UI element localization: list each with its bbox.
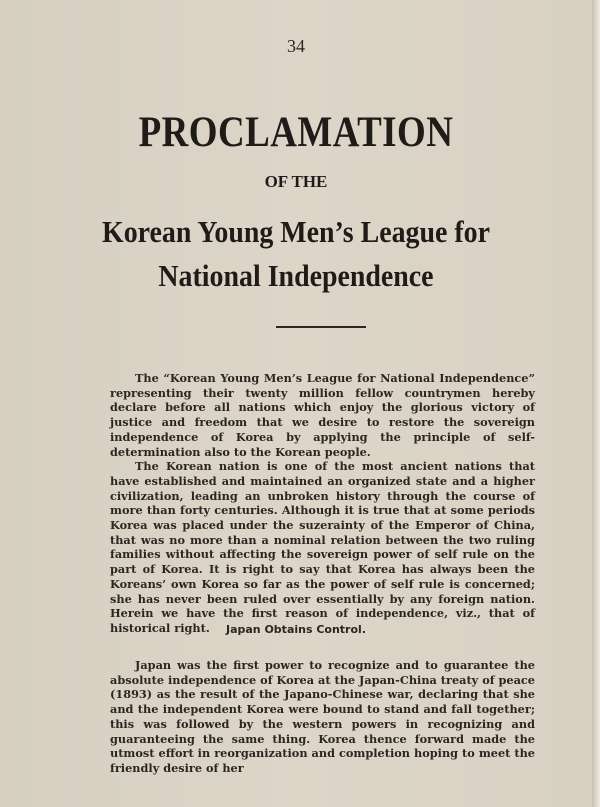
- page-title: PROCLAMATION: [138, 109, 454, 156]
- paragraph: Japan was the first power to recognize and to guarantee the absolute independence of Korea at the Japan-China treaty of peace (1893) as the result of the Japano-Chinese war, declaring that she and the independent Korea were bound to stand and fall together; this was followed by the western powers in recognizing and guaranteeing the same thing. Korea thence forward made the utmost effort in reorganization and completion hoping to meet the friendly desire of her: [110, 658, 535, 775]
- title-divider: [276, 326, 366, 328]
- page-number: 34: [287, 36, 305, 56]
- page-edge: [592, 0, 600, 807]
- organization-name-line-2: National Independence: [158, 258, 434, 293]
- paragraph: The “Korean Young Men’s League for National Independence” representing their twenty million fellow countrymen hereby declare before all nations which enjoy the glorious victory of justice and freedom that we desire to restore the sovereign independence of Korea by applying the principle of self-determination also to the Korean people.: [110, 371, 535, 459]
- japan-control-section: [110, 658, 535, 776]
- intro-section: [110, 371, 535, 636]
- page-subtitle: OF THE: [264, 172, 328, 191]
- section-heading: Japan Obtains Control.: [225, 623, 366, 636]
- paragraph: The Korean nation is one of the most ancient nations that have established and maintained an organized state and a higher civilization, leading an unbroken history through the course of more than forty centuries. Although it is true that at some periods Korea was placed under the suzerainty of the Emperor of China, that was no more than a nominal relation between the two ruling families without affecting the sovereign power of self rule on the part of Korea. It is right to say that Korea has always been the Koreans’ own Korea so far as the power of self rule is concerned; she has never been ruled over essentially by any foreign nation. Herein we have the first reason of independence, viz., that of historical right.: [110, 459, 535, 635]
- organization-name-line-1: Korean Young Men’s League for: [101, 214, 490, 249]
